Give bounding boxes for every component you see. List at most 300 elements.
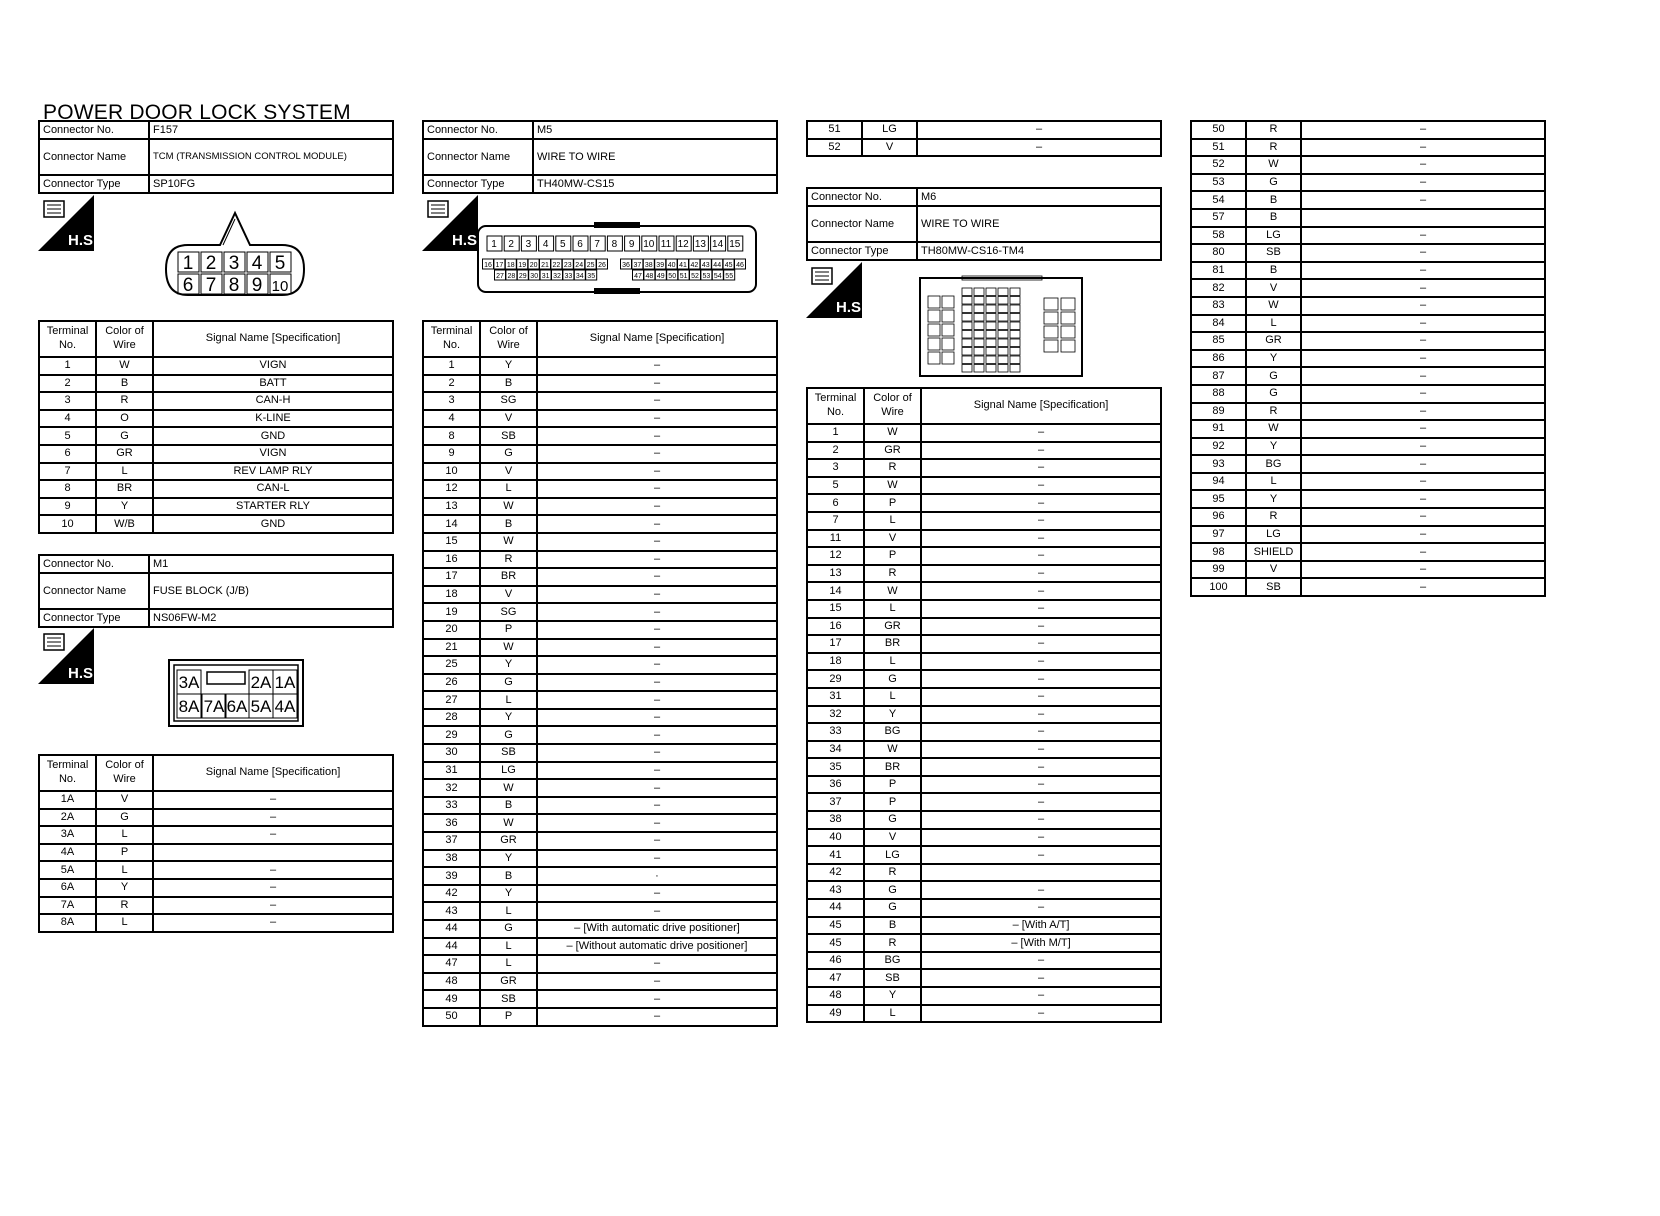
signal-name-cell: –: [1301, 438, 1545, 456]
terminal-no-cell: 94: [1191, 473, 1246, 491]
pin-cell: [1010, 322, 1020, 330]
signal-name-cell: –: [921, 1005, 1161, 1023]
signal-name-cell: – [With automatic drive positioner]: [537, 920, 777, 938]
terminal-no-cell: 99: [1191, 561, 1246, 579]
table-row: [807, 582, 1161, 600]
wire-color-cell: Y: [864, 706, 921, 724]
signal-name-cell: GND: [153, 515, 393, 533]
connector-m5: [422, 120, 778, 194]
table-row: [807, 565, 1161, 583]
connector-no-value: M6: [917, 188, 1161, 206]
wire-color-cell: L: [480, 480, 537, 498]
signal-name-cell: –: [537, 568, 777, 586]
wire-color-cell: Y: [1246, 438, 1301, 456]
table-row: [1191, 543, 1545, 561]
pin-label: 42: [690, 262, 699, 269]
pin-cell: [998, 305, 1008, 313]
signal-name-cell: –: [537, 726, 777, 744]
wire-color-cell: G: [1246, 385, 1301, 403]
pin-label: 26: [598, 262, 606, 269]
pin-label: 48: [645, 273, 654, 280]
terminal-no-cell: 39: [423, 867, 480, 885]
pin-cell: [986, 314, 996, 322]
pin-label: 46: [736, 262, 744, 269]
table-row: [423, 850, 777, 868]
wire-color-cell: SB: [1246, 578, 1301, 596]
wire-color-cell: G: [1246, 367, 1301, 385]
pin-label: 3: [525, 239, 532, 250]
terminal-no-cell: 12: [807, 547, 864, 565]
pin-cell: [942, 296, 954, 308]
wire-color-cell: SHIELD: [1246, 543, 1301, 561]
signal-name-cell: –: [537, 533, 777, 551]
pin-label: 2: [205, 253, 217, 274]
table-row: [423, 902, 777, 920]
terminal-no-cell: 48: [423, 973, 480, 991]
pin-cell: [962, 288, 972, 296]
pin-cell: [928, 338, 940, 350]
pin-label: 5: [560, 239, 566, 250]
table-row: [807, 706, 1161, 724]
wire-color-cell: BG: [864, 723, 921, 741]
label-connector-type: Connector Type: [39, 609, 149, 627]
pin-label: 50: [668, 273, 677, 280]
pin-label: 8: [611, 239, 618, 250]
signal-name-cell: [153, 844, 393, 862]
wire-color-cell: Y: [480, 656, 537, 674]
terminal-no-cell: 100: [1191, 578, 1246, 596]
terminal-no-cell: 42: [423, 885, 480, 903]
terminal-no-cell: 45: [807, 934, 864, 952]
terminal-no-cell: 88: [1191, 385, 1246, 403]
terminal-no-cell: 44: [807, 899, 864, 917]
wire-color-cell: V: [864, 829, 921, 847]
pin-label: 6: [182, 275, 194, 296]
m6-pin-table: [806, 387, 1162, 1023]
pin-cell: [974, 314, 984, 322]
terminal-no-cell: 81: [1191, 262, 1246, 280]
terminal-no-cell: 51: [807, 121, 862, 139]
pin-label: 9: [628, 239, 635, 250]
terminal-no-cell: 33: [423, 797, 480, 815]
terminal-no-cell: 25: [423, 656, 480, 674]
wire-color-cell: W: [1246, 420, 1301, 438]
connector-name-value: WIRE TO WIRE: [917, 206, 1161, 242]
wire-color-cell: LG: [480, 762, 537, 780]
wire-color-cell: P: [96, 844, 153, 862]
table-row: [1191, 420, 1545, 438]
wire-color-cell: BR: [96, 480, 153, 498]
terminal-no-cell: 7A: [39, 897, 96, 915]
wire-color-cell: V: [480, 463, 537, 481]
wire-color-cell: R: [96, 392, 153, 410]
wire-color-cell: L: [480, 955, 537, 973]
pin-label: 40: [667, 262, 676, 269]
table-row: [423, 357, 777, 375]
table-row: [423, 621, 777, 639]
table-row: [39, 445, 393, 463]
table-row: [1191, 279, 1545, 297]
connector-info-table: [38, 120, 394, 194]
terminal-no-cell: 8: [423, 427, 480, 445]
pin-cell: [998, 322, 1008, 330]
pin-label: 17: [495, 262, 504, 269]
table-row: [423, 515, 777, 533]
signal-name-cell: –: [1301, 139, 1545, 157]
signal-name-cell: CAN-L: [153, 480, 393, 498]
terminal-no-cell: 42: [807, 864, 864, 882]
wire-color-cell: V: [480, 586, 537, 604]
pin-cell: [942, 324, 954, 336]
table-row: [39, 844, 393, 862]
terminal-no-cell: 3A: [39, 826, 96, 844]
table-row: [423, 427, 777, 445]
pin-cell: [1010, 365, 1020, 373]
pin-label: 6A: [226, 697, 248, 716]
terminal-no-cell: 41: [807, 846, 864, 864]
terminal-no-cell: 2: [39, 375, 96, 393]
terminal-no-cell: 29: [807, 670, 864, 688]
wire-color-cell: W: [864, 424, 921, 442]
terminal-no-cell: 27: [423, 691, 480, 709]
pin-label: 5: [274, 253, 286, 274]
signal-name-cell: –: [1301, 244, 1545, 262]
pin-cell: [986, 365, 996, 373]
pin-cell: [942, 338, 954, 350]
table-row: [423, 744, 777, 762]
terminal-no-cell: 95: [1191, 490, 1246, 508]
terminal-no-cell: 31: [423, 762, 480, 780]
table-row: [423, 674, 777, 692]
wire-color-cell: L: [864, 1005, 921, 1023]
terminal-no-cell: 4: [39, 410, 96, 428]
table-row: [807, 618, 1161, 636]
header-signal-name: Signal Name [Specification]: [153, 321, 393, 357]
signal-name-cell: –: [921, 618, 1161, 636]
table-row: [423, 779, 777, 797]
terminal-no-cell: 8A: [39, 914, 96, 932]
signal-name-cell: –: [1301, 262, 1545, 280]
wire-color-cell: SG: [480, 603, 537, 621]
wire-color-cell: W: [480, 814, 537, 832]
signal-name-cell: –: [153, 791, 393, 809]
signal-name-cell: –: [537, 955, 777, 973]
signal-name-cell: –: [921, 811, 1161, 829]
signal-name-cell: –: [537, 551, 777, 569]
signal-name-cell: –: [537, 603, 777, 621]
wire-color-cell: B: [480, 867, 537, 885]
wire-color-cell: R: [480, 551, 537, 569]
label-connector-name: Connector Name: [807, 206, 917, 242]
terminal-no-cell: 6: [39, 445, 96, 463]
pin-label: 27: [496, 273, 504, 280]
signal-name-cell: – [With M/T]: [921, 934, 1161, 952]
table-row: [39, 427, 393, 445]
pin-label: 14: [712, 239, 724, 250]
header-terminal-no: Terminal No.: [39, 755, 96, 791]
signal-name-cell: –: [921, 653, 1161, 671]
signal-name-cell: –: [921, 758, 1161, 776]
signal-name-cell: VIGN: [153, 445, 393, 463]
signal-name-cell: –: [537, 586, 777, 604]
terminal-no-cell: 44: [423, 920, 480, 938]
pin-label: 9: [251, 275, 263, 296]
wire-color-cell: R: [1246, 508, 1301, 526]
pin-label: 7A: [203, 697, 225, 716]
terminal-no-cell: 89: [1191, 403, 1246, 421]
pin-cell: [986, 288, 996, 296]
signal-name-cell: –: [537, 779, 777, 797]
terminal-no-cell: 12: [423, 480, 480, 498]
pin-cell: [986, 348, 996, 356]
pin-cell: [1010, 297, 1020, 305]
wire-color-cell: V: [480, 410, 537, 428]
table-row: [39, 914, 393, 932]
wire-color-cell: V: [1246, 279, 1301, 297]
table-row: [807, 512, 1161, 530]
pin-cell: [974, 331, 984, 339]
pin-cell: [928, 324, 940, 336]
terminal-no-cell: 97: [1191, 526, 1246, 544]
signal-name-cell: –: [921, 565, 1161, 583]
terminal-no-cell: 50: [423, 1008, 480, 1026]
terminal-no-cell: 6A: [39, 879, 96, 897]
table-row: [807, 653, 1161, 671]
wire-color-cell: B: [480, 375, 537, 393]
terminal-no-cell: 5: [39, 427, 96, 445]
terminal-no-cell: 4A: [39, 844, 96, 862]
terminal-no-cell: 29: [423, 726, 480, 744]
signal-name-cell: –: [537, 515, 777, 533]
wire-color-cell: L: [1246, 315, 1301, 333]
signal-name-cell: –: [921, 547, 1161, 565]
pin-cell: [998, 314, 1008, 322]
signal-name-cell: –: [537, 445, 777, 463]
table-row: [423, 656, 777, 674]
connector-type-value: NS06FW-M2: [149, 609, 393, 627]
signal-name-cell: –: [537, 885, 777, 903]
table-row: [423, 445, 777, 463]
table-row: [1191, 561, 1545, 579]
pin-label: 1: [182, 253, 194, 274]
terminal-no-cell: 46: [807, 952, 864, 970]
table-row: [807, 934, 1161, 952]
wire-color-cell: W: [1246, 297, 1301, 315]
table-row: [1191, 315, 1545, 333]
wire-color-cell: L: [1246, 473, 1301, 491]
table-row: [1191, 385, 1545, 403]
wire-color-cell: GR: [864, 442, 921, 460]
pin-cell: [962, 322, 972, 330]
terminal-no-cell: 51: [1191, 139, 1246, 157]
table-row: [1191, 490, 1545, 508]
wire-color-cell: LG: [1246, 227, 1301, 245]
wire-color-cell: GR: [96, 445, 153, 463]
pin-cell: [986, 322, 996, 330]
pin-cell: [1010, 356, 1020, 364]
wire-color-cell: SB: [480, 427, 537, 445]
wire-color-cell: Y: [480, 850, 537, 868]
pin-label: 41: [679, 262, 687, 269]
table-row: [807, 477, 1161, 495]
label-connector-type: Connector Type: [423, 175, 533, 193]
table-row: [39, 897, 393, 915]
signal-name-cell: –: [1301, 227, 1545, 245]
table-row: [807, 547, 1161, 565]
signal-name-cell: –: [153, 897, 393, 915]
terminal-no-cell: 31: [807, 688, 864, 706]
connector-m6-diagram: [918, 276, 1084, 380]
terminal-no-cell: 8: [39, 480, 96, 498]
pin-label: 5A: [250, 697, 272, 716]
table-row: [1191, 367, 1545, 385]
wire-color-cell: G: [96, 427, 153, 445]
table-row: [39, 392, 393, 410]
signal-name-cell: –: [537, 480, 777, 498]
table-row: [423, 726, 777, 744]
pin-cell: [1010, 331, 1020, 339]
signal-name-cell: –: [1301, 543, 1545, 561]
pin-cell: [928, 310, 940, 322]
terminal-no-cell: 16: [807, 618, 864, 636]
wire-color-cell: W: [864, 582, 921, 600]
wire-color-cell: G: [480, 674, 537, 692]
header-signal-name: Signal Name [Specification]: [921, 388, 1161, 424]
pin-cell: [1061, 340, 1075, 352]
signal-name-cell: –: [537, 375, 777, 393]
table-row: [807, 459, 1161, 477]
header-signal-name: Signal Name [Specification]: [537, 321, 777, 357]
harness-side-badge-icon: [38, 195, 98, 251]
wire-color-cell: Y: [96, 498, 153, 516]
signal-name-cell: –: [153, 861, 393, 879]
wire-color-cell: BR: [864, 758, 921, 776]
pin-cell: [1010, 305, 1020, 313]
table-row: [423, 375, 777, 393]
pin-cell: [1010, 314, 1020, 322]
pin-cell: [1044, 326, 1058, 338]
wire-color-cell: SB: [864, 969, 921, 987]
table-row: [423, 533, 777, 551]
terminal-no-cell: 37: [423, 832, 480, 850]
pin-cell: [928, 296, 940, 308]
signal-name-cell: –: [537, 990, 777, 1008]
hs-badge-text: H.S.: [68, 232, 98, 249]
wire-color-cell: Y: [480, 885, 537, 903]
table-row: [807, 829, 1161, 847]
table-row: [423, 639, 777, 657]
table-row: [423, 392, 777, 410]
pin-label: 44: [713, 262, 722, 269]
signal-name-cell: –: [1301, 332, 1545, 350]
pin-cell: [974, 322, 984, 330]
pin-label: 8: [228, 275, 240, 296]
f157-pin-table: [38, 320, 394, 534]
signal-name-cell: –: [1301, 191, 1545, 209]
terminal-no-cell: 9: [423, 445, 480, 463]
table-row: [423, 814, 777, 832]
pin-cell: [974, 365, 984, 373]
terminal-no-cell: 1: [39, 357, 96, 375]
table-row: [807, 776, 1161, 794]
table-row: [423, 920, 777, 938]
signal-name-cell: –: [537, 427, 777, 445]
terminal-no-cell: 2: [423, 375, 480, 393]
signal-name-cell: –: [921, 459, 1161, 477]
pin-label: 19: [518, 262, 527, 269]
table-row: [1191, 156, 1545, 174]
wire-color-cell: R: [864, 459, 921, 477]
terminal-no-cell: 38: [807, 811, 864, 829]
pin-cell: [962, 339, 972, 347]
table-row: [807, 635, 1161, 653]
pin-cell: [998, 297, 1008, 305]
signal-name-cell: –: [537, 850, 777, 868]
signal-name-cell: –: [1301, 508, 1545, 526]
signal-name-cell: –: [917, 139, 1161, 157]
wire-color-cell: Y: [480, 709, 537, 727]
wire-color-cell: W: [480, 498, 537, 516]
signal-name-cell: –: [921, 582, 1161, 600]
pin-cell: [1061, 312, 1075, 324]
hs-badge-text: H.S.: [68, 665, 98, 682]
terminal-no-cell: 50: [1191, 121, 1246, 139]
terminal-no-cell: 49: [807, 1005, 864, 1023]
harness-side-badge-icon: [422, 195, 482, 251]
terminal-no-cell: 3: [423, 392, 480, 410]
table-row: [39, 791, 393, 809]
pin-label: 4A: [274, 697, 296, 716]
terminal-no-cell: 13: [423, 498, 480, 516]
terminal-no-cell: 30: [423, 744, 480, 762]
table-row: [423, 1008, 777, 1026]
signal-name-cell: –: [921, 793, 1161, 811]
signal-name-cell: –: [921, 706, 1161, 724]
wire-color-cell: R: [864, 565, 921, 583]
table-row: [807, 530, 1161, 548]
terminal-no-cell: 9: [39, 498, 96, 516]
terminal-no-cell: 15: [807, 600, 864, 618]
m5-pin-table: [422, 320, 778, 1027]
connector-name-value: TCM (TRANSMISSION CONTROL MODULE): [149, 139, 393, 175]
wire-color-cell: L: [96, 914, 153, 932]
wire-color-cell: L: [480, 902, 537, 920]
header-color-of-wire: Color of Wire: [96, 321, 153, 357]
pin-label: 13: [694, 239, 706, 250]
wire-color-cell: L: [864, 512, 921, 530]
wire-color-cell: G: [480, 726, 537, 744]
header-signal-name: Signal Name [Specification]: [153, 755, 393, 791]
connector-m5-diagram: [476, 222, 758, 296]
wire-color-cell: G: [480, 445, 537, 463]
table-row: [423, 955, 777, 973]
terminal-no-cell: 80: [1191, 244, 1246, 262]
terminal-no-cell: 32: [807, 706, 864, 724]
table-row: [1191, 244, 1545, 262]
wire-color-cell: G: [864, 881, 921, 899]
signal-name-cell: –: [537, 498, 777, 516]
header-terminal-no: Terminal No.: [39, 321, 96, 357]
table-row: [423, 709, 777, 727]
label-connector-no: Connector No.: [423, 121, 533, 139]
signal-name-cell: –: [1301, 526, 1545, 544]
table-row: [423, 586, 777, 604]
signal-name-cell: – [Without automatic drive positioner]: [537, 938, 777, 956]
harness-side-badge-icon: [806, 262, 866, 318]
header-color-of-wire: Color of Wire: [864, 388, 921, 424]
signal-name-cell: K-LINE: [153, 410, 393, 428]
signal-name-cell: –: [921, 670, 1161, 688]
